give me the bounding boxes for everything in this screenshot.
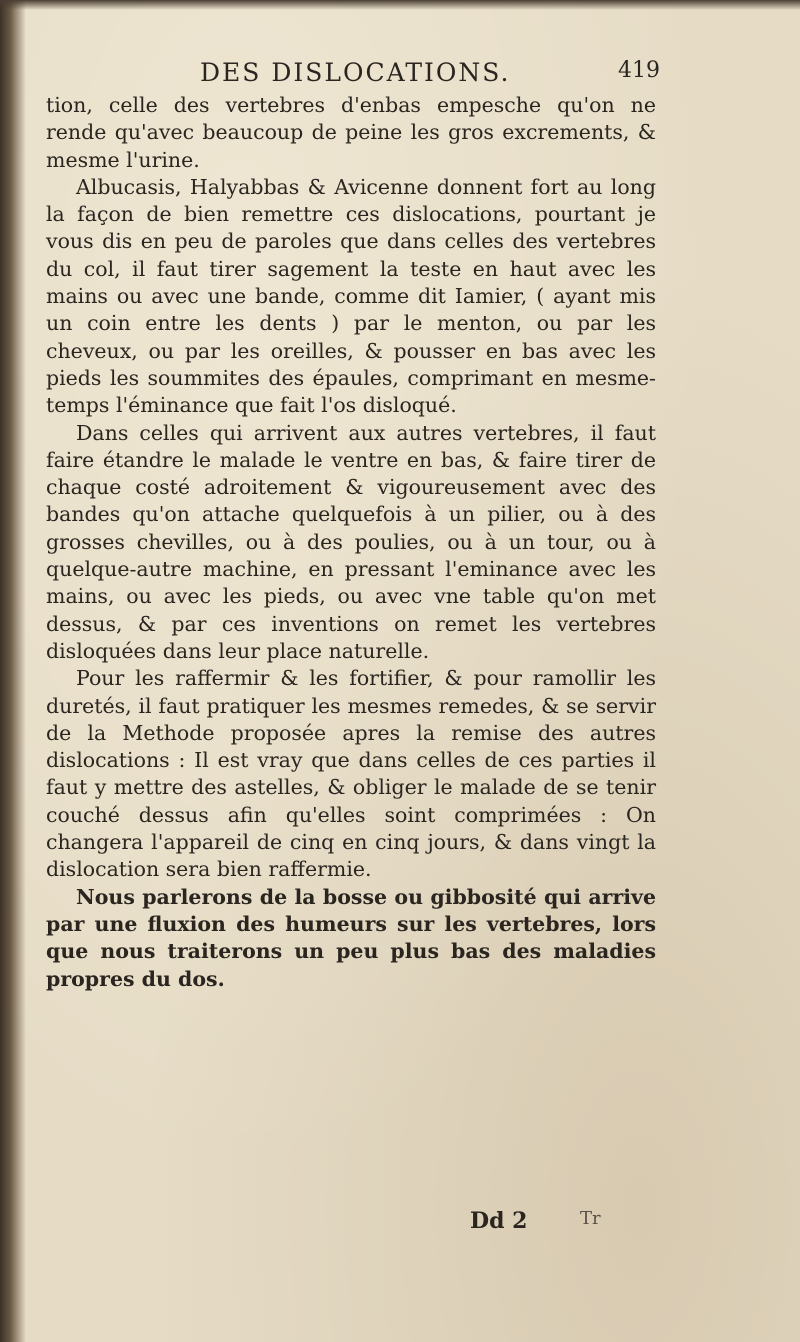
paragraph-continuation: tion, celle des vertebres d'enbas empesche qu'on ne rende qu'avec beaucoup de peine les gros excrements, & mesme l'urine. <box>46 93 656 172</box>
running-head: DES DISLOCATIONS. <box>200 58 511 87</box>
catchword: Tr <box>580 1208 601 1229</box>
page-number: 419 <box>618 58 660 83</box>
paragraph: Pour les raffermir & les fortifier, & pour ramollir les duretés, il faut pratiquer les mesmes remedes, & se servir de la Methode proposée apres la remise des autres dislocations : Il est vray que dans celles de ces parties il faut y mettre des astelles, & obliger le malade de se tenir couché dessus afin qu'elles soint comprimées : On changera l'appareil de cinq en cinq jours, & dans vingt la dislocation sera bien raffermie. <box>46 666 656 882</box>
page-footer <box>470 1208 630 1238</box>
paragraph: Dans celles qui arrivent aux autres vertebres, il faut faire étandre le malade le ventre en bas, & faire tirer de chaque costé adroitement & vigoureusement avec des bandes qu'on attache quelquefois à un pilier, ou à des grosses chevilles, ou à des poulies, ou à un tour, ou à quelque-autre machine, en pressant l'eminance avec les mains, ou avec les pieds, ou avec vne table qu'on met dessus, & par ces inventions on remet les vertebres disloquées dans leur place naturelle. <box>46 420 656 663</box>
paragraph: Albucasis, Halyabbas & Avicenne donnent fort au long la façon de bien remettre ces dislocations, pourtant je vous dis en peu de paroles que dans celles des vertebres du col, il faut tirer sagement la teste en haut avec les mains ou avec une bande, comme dit Iamier, ( ayant mis un coin entre les dents ) par le menton, ou par les cheveux, ou par les oreilles, & pousser en bas avec les pieds les soummites des épaules, comprimant en mesme-temps l'éminance que fait l'os disloqué. <box>46 174 656 418</box>
body-text <box>46 92 656 993</box>
signature-mark: Dd 2 <box>470 1208 528 1234</box>
paragraph: Nous parlerons de la bosse ou gibbosité qui arrive par une fluxion des humeurs sur les vertebres, lors que nous traiterons un peu plus bas des maladies propres du dos. <box>46 884 656 991</box>
